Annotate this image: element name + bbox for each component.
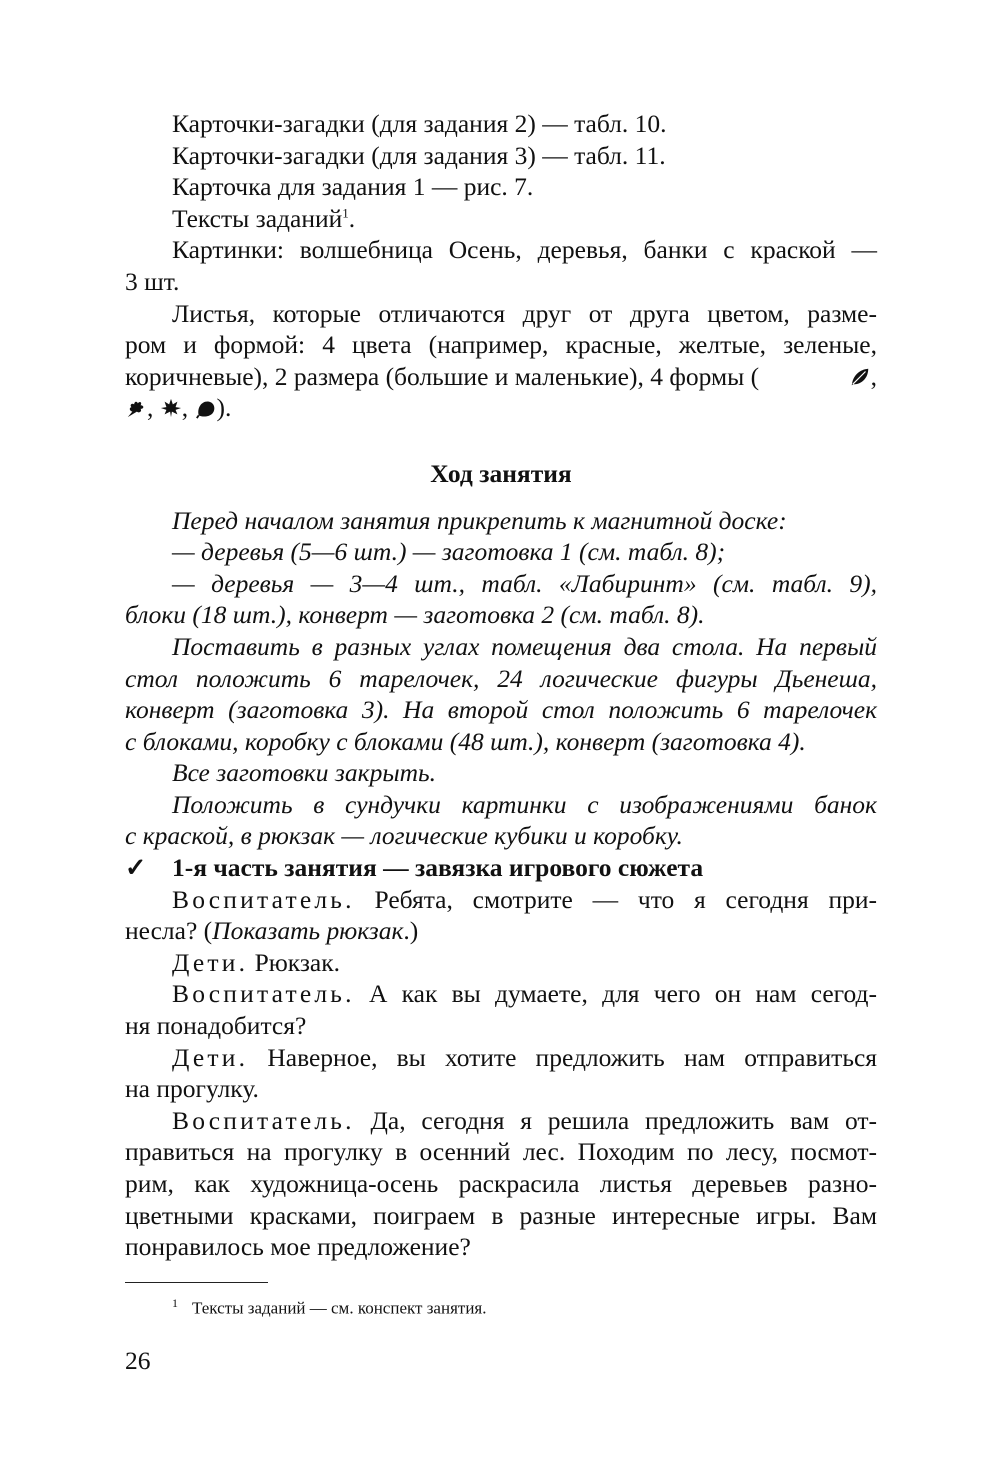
leaf-oak-icon <box>125 397 147 419</box>
footnote-rule <box>125 1282 268 1283</box>
dialog-text: Рюкзак. <box>248 947 341 977</box>
speaker-children: Дети. <box>172 947 249 977</box>
stage-direction: Показать рюкзак <box>212 916 404 946</box>
prep-line-3: — деревья — 3—4 шт., табл. «Лабиринт» (см. табл. 9), <box>172 568 877 598</box>
materials-line-6c-text: коричневые), 2 размера (большие и маленькие), 4 формы ( <box>125 361 760 391</box>
part1-title-row <box>125 852 877 884</box>
materials-line-2: Карточки-загадки (для задания 3) — табл. 11. <box>172 140 666 170</box>
materials-line-1: Карточки-загадки (для задания 2) — табл. 10. <box>172 109 667 138</box>
prep-line-1: Перед началом занятия прикрепить к магнитной доске: <box>172 505 787 535</box>
prep-line-5: Поставить в разных углах помещения два стола. На первый <box>172 631 877 661</box>
leaf-round-icon <box>195 397 217 419</box>
materials-line-4-text: Тексты заданий <box>172 203 343 233</box>
speaker-teacher: Воспитатель. <box>172 1105 355 1135</box>
dialog-text: Наверное, вы хотите предложить нам отправиться <box>248 1042 877 1072</box>
page-number: 26 <box>125 1346 151 1375</box>
dialog-line-4a <box>125 1042 877 1074</box>
dialog-line-5d: цветными красками, поиграем в разные интересные игры. Вам <box>125 1200 877 1230</box>
leaf-end: ). <box>216 393 232 423</box>
dialog-line-4b: на прогулку. <box>125 1074 259 1104</box>
leaf-maple-icon <box>160 397 182 419</box>
materials-line-5a: Картинки: волшебница Осень, деревья, банки с краской — <box>172 235 877 265</box>
part1-title: 1-я часть занятия — завязка игрового сюжета <box>172 853 704 883</box>
prep-line-9: Все заготовки закрыть. <box>172 758 436 788</box>
prep-line-10: Положить в сундучки картинки с изображениями банок <box>172 789 877 819</box>
materials-line-4 <box>125 203 877 235</box>
footnote-mark: 1 <box>172 1296 178 1310</box>
prep-line-7: конверт (заготовка 3). На второй стол положить 6 тарелочек <box>125 695 877 725</box>
materials-line-3: Карточка для задания 1 — рис. 7. <box>172 172 534 202</box>
speaker-teacher: Воспитатель. <box>172 979 355 1009</box>
dialog-line-3a <box>125 978 877 1010</box>
dialog-line-5b: правиться на прогулку в осенний лес. Походим по лесу, посмот- <box>125 1137 877 1167</box>
prep-line-11: с краской, в рюкзак — логические кубики и коробку. <box>125 821 683 851</box>
dialog-text-end: .) <box>403 916 419 946</box>
dialog-text: несла? ( <box>125 916 213 946</box>
dialog-line-5c: рим, как художница-осень раскрасила листья деревьев разно- <box>125 1169 877 1198</box>
prep-line-2: — деревья (5—6 шт.) — заготовка 1 (см. табл. 8); <box>172 537 726 567</box>
prep-line-6: стол положить 6 тарелочек, 24 логические фигуры Дьенеша, <box>125 663 877 693</box>
leaf-oval-icon <box>849 366 871 388</box>
dialog-text: Да, сегодня я решила предложить вам от- <box>354 1105 877 1135</box>
dialog-text: Ребята, смотрите — что я сегодня при- <box>354 884 877 914</box>
footnote-ref: 1 <box>342 205 349 221</box>
dialog-text: А как вы думаете, для чего он нам сегод- <box>354 979 877 1009</box>
materials-line-5b: 3 шт. <box>125 266 180 296</box>
materials-line-4-end: . <box>348 203 356 233</box>
dialog-line-2 <box>125 947 877 979</box>
dialog-line-5a <box>125 1105 877 1137</box>
speaker-children: Дети. <box>172 1042 249 1072</box>
dialog-line-1b <box>125 915 877 947</box>
footnote-text: Тексты заданий — см. конспект занятия. <box>192 1298 487 1318</box>
materials-line-6d <box>125 392 877 424</box>
section-heading: Ход занятия <box>430 458 572 488</box>
leaf-sep-0: , <box>870 361 877 391</box>
page-body <box>125 108 877 1263</box>
section-gap <box>125 424 877 458</box>
leaf-sep-1: , <box>147 393 154 423</box>
dialog-line-5e: понравилось мое предложение? <box>125 1232 471 1262</box>
leaf-sep-2: , <box>181 393 189 423</box>
materials-line-6b: ром и формой: 4 цвета (например, красные, желтые, зеленые, <box>125 330 877 360</box>
prep-line-8: с блоками, коробку с блоками (48 шт.), конверт (заготовка 4). <box>125 726 806 756</box>
dialog-line-1a <box>125 884 877 916</box>
materials-line-6c <box>125 361 877 393</box>
prep-line-4: блоки (18 шт.), конверт — заготовка 2 (см. табл. 8). <box>125 600 705 630</box>
checkmark-icon: ✓ <box>125 853 147 883</box>
materials-line-6c-tail <box>849 361 877 393</box>
speaker-teacher: Воспитатель. <box>172 884 355 914</box>
footnote <box>172 1292 487 1320</box>
dialog-line-3b: ня понадобится? <box>125 1011 307 1041</box>
materials-line-6a: Листья, которые отличаются друг от друга цветом, разме- <box>172 298 877 328</box>
